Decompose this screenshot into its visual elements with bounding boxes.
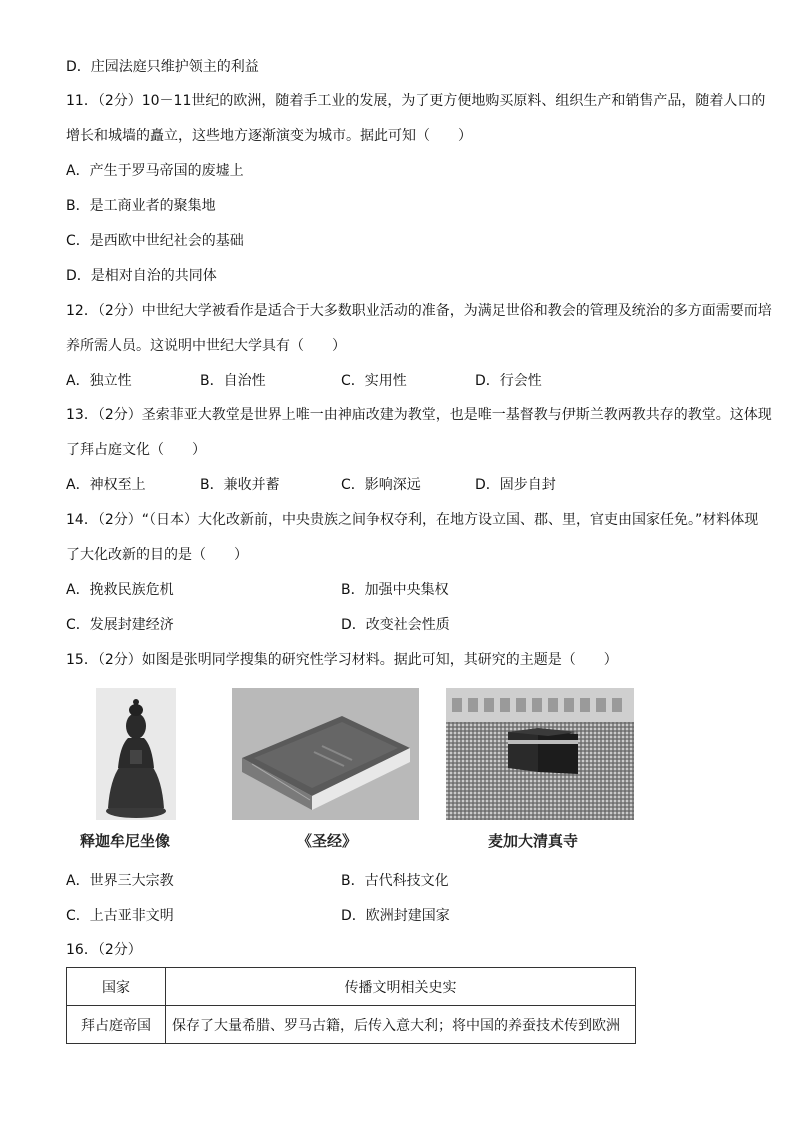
q15-option-c: C．上古亚非文明	[66, 908, 174, 924]
q12-option-b: B．自治性	[200, 373, 266, 389]
mosque-caption: 麦加大清真寺	[488, 832, 579, 850]
q13-stem-line2: 了拜占庭文化（ ）	[66, 442, 206, 458]
q14-stem-line2: 了大化改新的目的是（ ）	[66, 547, 248, 563]
q14-option-a: A．挽救民族危机	[66, 582, 174, 598]
q14-option-d: D．改变社会性质	[341, 617, 450, 633]
table-header-row	[67, 968, 636, 1006]
q11-stem-line2: 增长和城墙的矗立，这些地方逐渐演变为城市。据此可知（ ）	[66, 128, 472, 144]
q12-stem-line1: 12．（2分）中世纪大学被看作是适合于大多数职业活动的准备，为满足世俗和教会的管理及统治的多方面需要而培	[66, 303, 772, 319]
history-table	[66, 967, 636, 1044]
q15-option-b: B．古代科技文化	[341, 873, 449, 889]
buddha-statue-image	[96, 688, 176, 820]
q13-stem-line1: 13．（2分）圣索菲亚大教堂是世界上唯一由神庙改建为教堂，也是唯一基督教与伊斯兰教两教共存的教堂。这体现	[66, 407, 772, 423]
q12-stem-line2: 养所需人员。这说明中世纪大学具有（ ）	[66, 338, 346, 354]
table-row	[67, 1006, 636, 1044]
mecca-mosque-image	[446, 688, 634, 820]
q12-option-c: C．实用性	[341, 373, 407, 389]
q11-option-d: D．是相对自治的共同体	[66, 268, 217, 284]
q14-option-b: B．加强中央集权	[341, 582, 449, 598]
table-cell: 保存了大量希腊、罗马古籍，后传入意大利；将中国的养蚕技术传到欧洲	[166, 1006, 636, 1044]
q12-option-a: A．独立性	[66, 373, 132, 389]
table-header-cell: 国家	[67, 968, 166, 1006]
q11-stem-line1: 11．（2分）10－11世纪的欧洲，随着手工业的发展，为了更方便地购买原料、组织生产和销售产品，随着人口的	[66, 93, 766, 109]
q15-stem: 15．（2分）如图是张明同学搜集的研究性学习材料。据此可知，其研究的主题是（ ）	[66, 652, 618, 668]
q10-option-d: D．庄园法庭只维护领主的利益	[66, 59, 259, 75]
q13-option-c: C．影响深远	[341, 477, 421, 493]
q13-option-b: B．兼收并蓄	[200, 477, 280, 493]
q11-option-c: C．是西欧中世纪社会的基础	[66, 233, 244, 249]
q11-option-b: B．是工商业者的聚集地	[66, 198, 216, 214]
bible-caption: 《圣经》	[297, 832, 358, 850]
buddha-caption: 释迦牟尼坐像	[80, 832, 171, 850]
table-cell: 拜占庭帝国	[67, 1006, 166, 1044]
q15-option-d: D．欧洲封建国家	[341, 908, 450, 924]
q13-option-d: D．固步自封	[475, 477, 556, 493]
q12-option-d: D．行会性	[475, 373, 542, 389]
q15-option-a: A．世界三大宗教	[66, 873, 174, 889]
q14-stem-line1: 14．（2分）“（日本）大化改新前，中央贵族之间争权夺利，在地方设立国、郡、里，官吏由国家任免。”材料体现	[66, 512, 759, 528]
q13-option-a: A．神权至上	[66, 477, 146, 493]
q16-stem: 16．（2分）	[66, 942, 142, 958]
q11-option-a: A．产生于罗马帝国的废墟上	[66, 163, 244, 179]
bible-book-image	[232, 688, 419, 820]
table-header-cell: 传播文明相关史实	[166, 968, 636, 1006]
q14-option-c: C．发展封建经济	[66, 617, 174, 633]
